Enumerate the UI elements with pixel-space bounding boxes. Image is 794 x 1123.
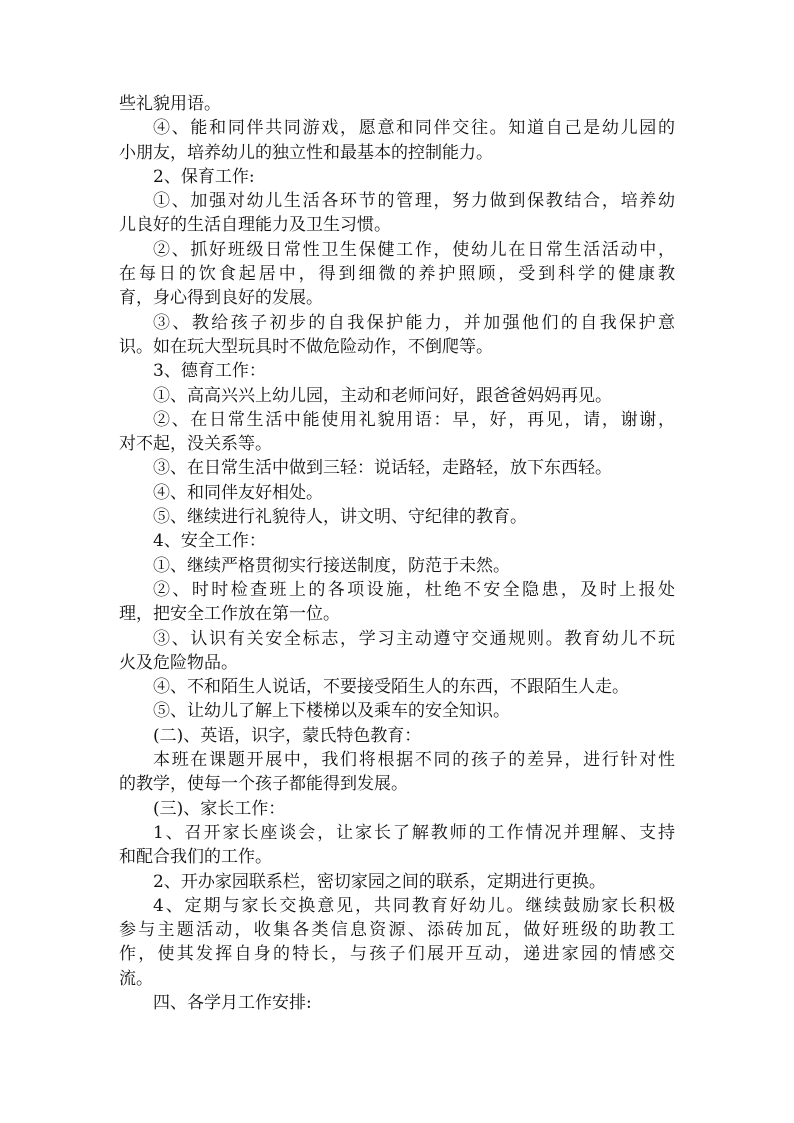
text-line: ④、不和陌生人说话，不要接受陌生人的东西，不跟陌生人走。 [153,677,629,698]
text-line: 育，身心得到良好的发展。 [119,288,323,309]
text-line: 2、开办家园联系栏，密切家园之间的联系，定期进行更换。 [153,871,606,892]
text-line: ①、高高兴兴上幼儿园，主动和老师问好，跟爸爸妈妈再见。 [153,385,612,406]
text-line: 的教学，使每一个孩子都能得到发展。 [119,774,408,795]
text-line: 流。 [119,968,153,989]
text-line: 四、各学月工作安排: [153,992,312,1013]
text-line: 参与主题活动，收集各类信息资源、添砖加瓦，做好班级的助教工 [119,920,675,941]
text-line: 火及危险物品。 [119,652,238,673]
text-line: ⑤、继续进行礼貌待人，讲文明、守纪律的教育。 [153,507,527,528]
text-line: 3、德育工作： [153,361,266,382]
text-line: 本班在课题开展中，我们将根据不同的孩子的差异，进行针对性 [153,750,675,771]
text-line: ②、时时检查班上的各项设施，杜绝不安全隐患，及时上报处 [153,579,675,600]
text-line: ①、继续严格贯彻实行接送制度，防范于未然。 [153,555,510,576]
text-line: 4、定期与家长交换意见，共同教育好幼儿。继续鼓励家长积极 [153,895,675,916]
text-line: 理，把安全工作放在第一位。 [119,604,340,625]
text-line: ②、抓好班级日常性卫生保健工作，使幼儿在日常生活活动中， [153,239,675,260]
text-line: 在每日的饮食起居中，得到细微的养护照顾，受到科学的健康教 [119,264,675,285]
text-line: ③、认识有关安全标志，学习主动遵守交通规则。教育幼儿不玩 [153,628,675,649]
text-line: ①、加强对幼儿生活各环节的管理，努力做到保教结合，培养幼 [153,191,675,212]
text-line: ③、教给孩子初步的自我保护能力，并加强他们的自我保护意 [153,312,675,333]
text-line: ⑤、让幼儿了解上下楼梯以及乘车的安全知识。 [153,701,510,722]
text-line: ④、能和同伴共同游戏，愿意和同伴交往。知道自己是幼儿园的 [153,118,675,139]
text-line: 识。如在玩大型玩具时不做危险动作，不倒爬等。 [119,336,493,357]
text-line: 和配合我们的工作。 [119,847,272,868]
text-line: 儿良好的生活自理能力及卫生习惯。 [119,215,391,236]
text-line: (三)、家长工作： [153,798,286,819]
text-line: ②、在日常生活中能使用礼貌用语：早，好，再见，请，谢谢， [153,409,675,430]
text-line: 1、召开家长座谈会，让家长了解教师的工作情况并理解、支持 [153,822,675,843]
document-body [119,92,675,1015]
text-line: ④、和同伴友好相处。 [153,482,323,503]
text-line: 2、保育工作: [153,166,255,187]
text-line: 小朋友，培养幼儿的独立性和最基本的控制能力。 [119,142,493,163]
text-line: 对不起，没关系等。 [119,434,272,455]
text-line: 作，使其发挥自身的特长，与孩子们展开互动，递进家园的情感交 [119,944,675,965]
text-line: (二)、英语，识字，蒙氏特色教育： [153,725,422,746]
text-line: 4、安全工作： [153,531,266,552]
text-line: ③、在日常生活中做到三轻：说话轻，走路轻，放下东西轻。 [153,458,612,479]
text-line: 些礼貌用语。 [119,94,221,114]
